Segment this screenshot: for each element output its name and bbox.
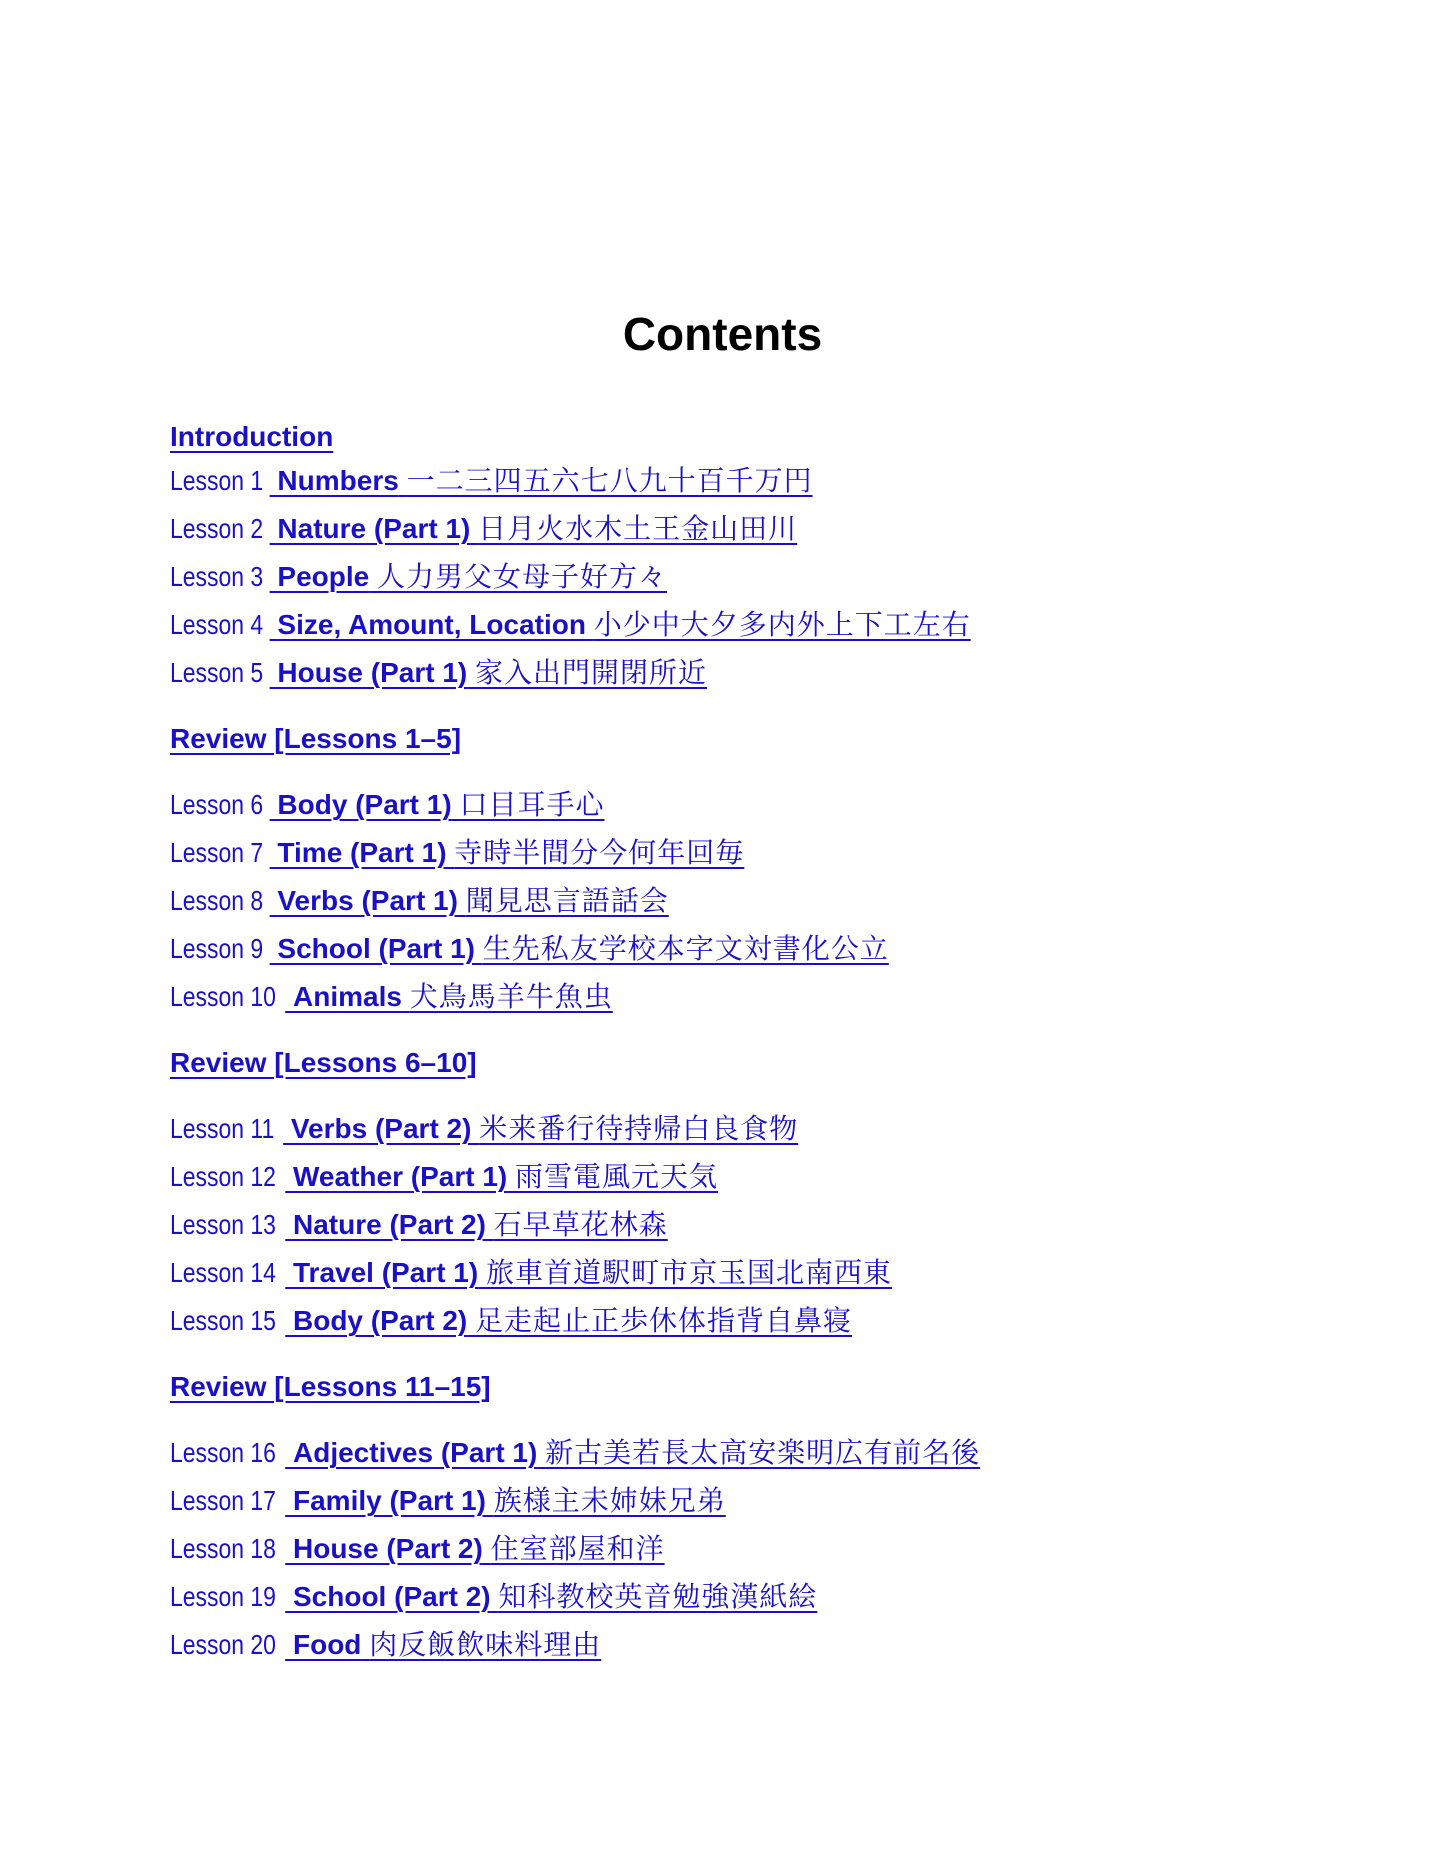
page-title: Contents (622, 308, 823, 360)
lesson-topic: Weather (Part 1) (293, 1161, 508, 1192)
toc-link-lesson-1[interactable] (170, 462, 813, 500)
toc-link-introduction[interactable]: Introduction (170, 421, 334, 452)
toc-link-lesson-13[interactable] (170, 1206, 668, 1244)
lesson-number: Lesson 12 (170, 1161, 276, 1192)
lesson-kanji: 雨雪電風元天気 (515, 1160, 719, 1193)
lesson-kanji: 旅車首道駅町市京玉国北南西東 (485, 1256, 892, 1289)
lesson-topic: School (Part 2) (293, 1581, 491, 1612)
toc-link-lesson-14[interactable] (170, 1254, 892, 1292)
lesson-kanji: 口目耳手心 (459, 788, 605, 821)
lesson-number: Lesson 10 (170, 981, 276, 1012)
toc-link-lesson-11[interactable] (170, 1110, 798, 1148)
lesson-kanji: 肉反飯飲味料理由 (369, 1628, 602, 1661)
lesson-topic: Verbs (Part 1) (277, 885, 458, 916)
toc-link-lesson-6[interactable] (170, 786, 604, 824)
lesson-topic: Animals (293, 981, 402, 1012)
lesson-number: Lesson 9 (170, 933, 264, 964)
lesson-number: Lesson 18 (170, 1533, 276, 1564)
lesson-number: Lesson 1 (170, 465, 264, 496)
lesson-topic: Food (293, 1629, 362, 1660)
lesson-topic: Travel (Part 1) (293, 1257, 479, 1288)
lesson-kanji: 家入出門開閉所近 (475, 656, 708, 689)
lesson-kanji: 族様主未姉妹兄弟 (493, 1484, 726, 1517)
lesson-number: Lesson 2 (170, 513, 264, 544)
lesson-kanji: 一二三四五六七八九十百千万円 (406, 464, 813, 497)
lesson-kanji: 人力男父女母子好方々 (377, 560, 668, 593)
toc-link-lesson-16[interactable] (170, 1434, 980, 1472)
lesson-kanji: 石早草花林森 (493, 1208, 668, 1241)
lesson-kanji: 生先私友学校本字文対書化公立 (482, 932, 889, 965)
toc-link-lesson-20[interactable] (170, 1626, 601, 1664)
lesson-number: Lesson 7 (170, 837, 264, 868)
lesson-topic: School (Part 1) (277, 933, 476, 964)
lesson-topic: Time (Part 1) (277, 837, 447, 868)
toc-link-lesson-17[interactable] (170, 1482, 726, 1520)
toc-link-lesson-2[interactable] (170, 510, 797, 548)
lesson-kanji: 日月火水木土王金山田川 (478, 512, 798, 545)
toc-link-lesson-7[interactable] (170, 834, 744, 872)
toc-link-lesson-3[interactable] (170, 558, 667, 596)
lesson-kanji: 新古美若長太高安楽明広有前名後 (545, 1436, 981, 1469)
lesson-topic: Family (Part 1) (293, 1485, 486, 1516)
lesson-kanji: 知科教校英音勉強漢紙絵 (498, 1580, 818, 1613)
lesson-topic: Nature (Part 1) (277, 513, 471, 544)
lesson-number: Lesson 3 (170, 561, 264, 592)
toc-link-lesson-12[interactable] (170, 1158, 718, 1196)
toc-link-review-1-5[interactable]: Review [Lessons 1–5] (170, 723, 462, 754)
lesson-topic: Adjectives (Part 1) (293, 1437, 538, 1468)
lesson-topic: House (Part 1) (277, 657, 468, 688)
toc-link-lesson-5[interactable] (170, 654, 707, 692)
toc-link-lesson-8[interactable] (170, 882, 669, 920)
lesson-kanji: 米来番行待持帰白良食物 (479, 1112, 799, 1145)
lesson-number: Lesson 11 (170, 1113, 275, 1144)
lesson-number: Lesson 15 (170, 1305, 276, 1336)
toc-link-lesson-19[interactable] (170, 1578, 817, 1616)
lesson-kanji: 住室部屋和洋 (490, 1532, 665, 1565)
lesson-kanji: 小少中大夕多内外上下工左右 (593, 608, 971, 641)
toc-link-lesson-4[interactable] (170, 606, 971, 644)
lesson-topic: People (277, 561, 370, 592)
lesson-topic: Size, Amount, Location (277, 609, 586, 640)
toc-link-lesson-15[interactable] (170, 1302, 852, 1340)
lesson-kanji: 犬鳥馬羊牛魚虫 (409, 980, 613, 1013)
toc-link-lesson-18[interactable] (170, 1530, 665, 1568)
lesson-kanji: 足走起止正歩休体指背自鼻寝 (475, 1304, 853, 1337)
lesson-number: Lesson 13 (170, 1209, 276, 1240)
lesson-kanji: 聞見思言語話会 (465, 884, 669, 917)
lesson-topic: Verbs (Part 2) (290, 1113, 472, 1144)
lesson-number: Lesson 14 (170, 1257, 276, 1288)
lesson-topic: Body (Part 2) (293, 1305, 468, 1336)
toc-link-review-11-15[interactable]: Review [Lessons 11–15] (170, 1371, 491, 1402)
lesson-number: Lesson 8 (170, 885, 264, 916)
lesson-topic: Body (Part 1) (277, 789, 452, 820)
lesson-kanji: 寺時半間分今何年回毎 (454, 836, 745, 869)
lesson-number: Lesson 16 (170, 1437, 276, 1468)
lesson-number: Lesson 17 (170, 1485, 276, 1516)
toc-link-lesson-9[interactable] (170, 930, 889, 968)
toc-link-review-6-10[interactable]: Review [Lessons 6–10] (170, 1047, 477, 1078)
lesson-number: Lesson 20 (170, 1629, 276, 1660)
lesson-topic: House (Part 2) (293, 1533, 483, 1564)
lesson-number: Lesson 19 (170, 1581, 276, 1612)
lesson-number: Lesson 4 (170, 609, 264, 640)
lesson-topic: Nature (Part 2) (293, 1209, 486, 1240)
lesson-number: Lesson 5 (170, 657, 264, 688)
lesson-topic: Numbers (277, 465, 399, 496)
lesson-number: Lesson 6 (170, 789, 264, 820)
toc-link-lesson-10[interactable] (170, 978, 613, 1016)
